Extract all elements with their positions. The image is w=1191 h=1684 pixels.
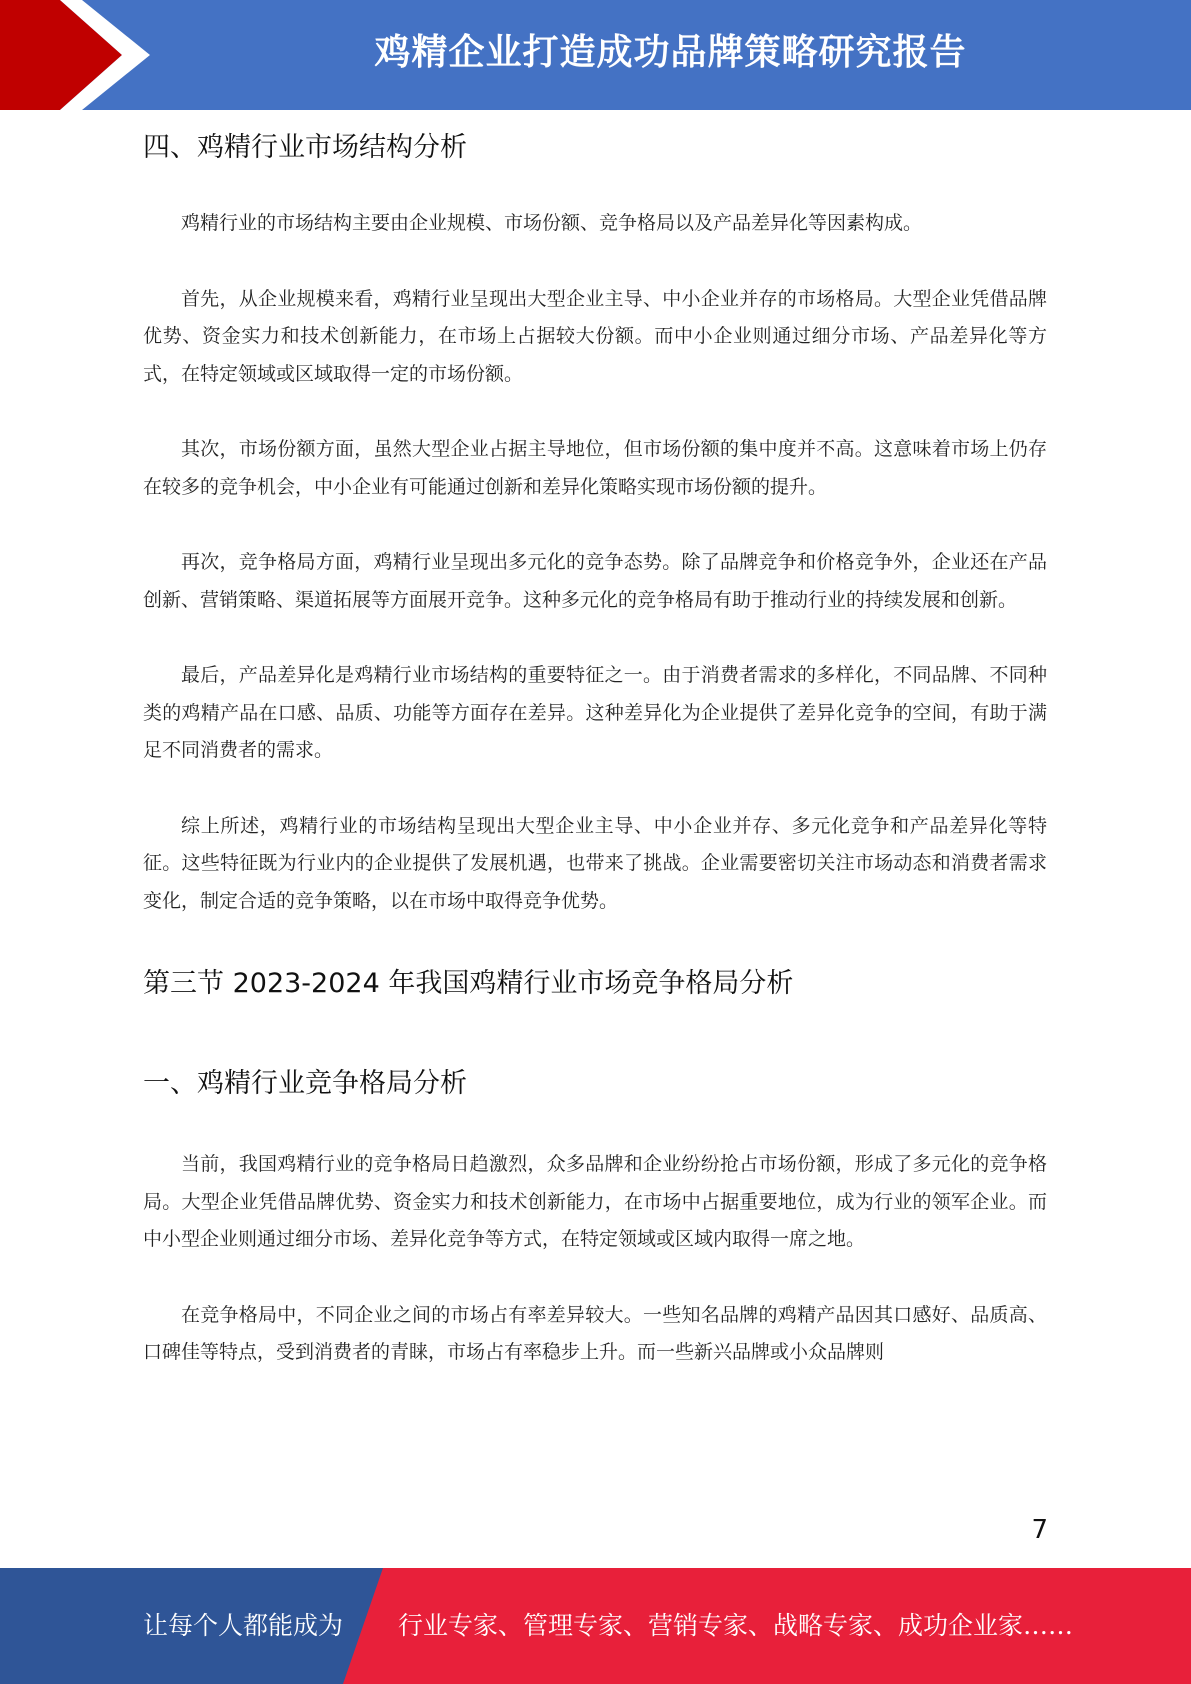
paragraph: 鸡精行业的市场结构主要由企业规模、市场份额、竞争格局以及产品差异化等因素构成。	[181, 212, 923, 234]
paragraph: 综上所述，鸡精行业的市场结构呈现出大型企业主导、中小企业并存、多元化竞争和产品差异化等特征。这些特征既为行业内的企业提供了发展机遇，也带来了挑战。企业需要密切关注市场动态和消费者需求变化，制定合适的竞争策略，以在市场中取得竞争优势。	[143, 814, 1047, 912]
document-body	[143, 110, 1047, 1372]
paragraph: 再次，竞争格局方面，鸡精行业呈现出多元化的竞争态势。除了品牌竞争和价格竞争外，企业还在产品创新、营销策略、渠道拓展等方面展开竞争。这种多元化的竞争格局有助于推动行业的持续发展和创新。	[143, 551, 1047, 611]
paragraph: 其次，市场份额方面，虽然大型企业占据主导地位，但市场份额的集中度并不高。这意味着市场上仍存在较多的竞争机会，中小企业有可能通过创新和差异化策略实现市场份额的提升。	[143, 438, 1047, 498]
section-heading-competition: 一、鸡精行业竞争格局分析	[143, 1068, 467, 1099]
footer-slogan-right: 行业专家、管理专家、营销专家、战略专家、成功企业家……	[398, 1611, 1074, 1640]
section-heading-market-structure: 四、鸡精行业市场结构分析	[143, 132, 467, 163]
paragraph: 首先，从企业规模来看，鸡精行业呈现出大型企业主导、中小企业并存的市场格局。大型企业凭借品牌优势、资金实力和技术创新能力，在市场上占据较大份额。而中小企业则通过细分市场、产品差异化等方式，在特定领域或区域取得一定的市场份额。	[143, 287, 1047, 385]
paragraph: 最后，产品差异化是鸡精行业市场结构的重要特征之一。由于消费者需求的多样化，不同品牌、不同种类的鸡精产品在口感、品质、功能等方面存在差异。这种差异化为企业提供了差异化竞争的空间，有助于满足不同消费者的需求。	[143, 664, 1047, 761]
header-band	[0, 0, 1191, 110]
footer-band	[0, 1568, 1191, 1684]
chapter-section-title: 第三节 2023-2024 年我国鸡精行业市场竞争格局分析	[143, 968, 794, 999]
report-title: 鸡精企业打造成功品牌策略研究报告	[374, 32, 967, 73]
paragraph: 当前，我国鸡精行业的竞争格局日趋激烈，众多品牌和企业纷纷抢占市场份额，形成了多元化的竞争格局。大型企业凭借品牌优势、资金实力和技术创新能力，在市场中占据重要地位，成为行业的领军企业。而中小型企业则通过细分市场、差异化竞争等方式，在特定领域或区域内取得一席之地。	[143, 1153, 1047, 1250]
page-number: 7	[1031, 1515, 1048, 1545]
footer-slogan-left: 让每个人都能成为	[143, 1611, 344, 1640]
paragraph: 在竞争格局中，不同企业之间的市场占有率差异较大。一些知名品牌的鸡精产品因其口感好、品质高、口碑佳等特点，受到消费者的青睐，市场占有率稳步上升。而一些新兴品牌或小众品牌则	[143, 1303, 1047, 1363]
chevron-decoration-icon	[0, 0, 160, 110]
